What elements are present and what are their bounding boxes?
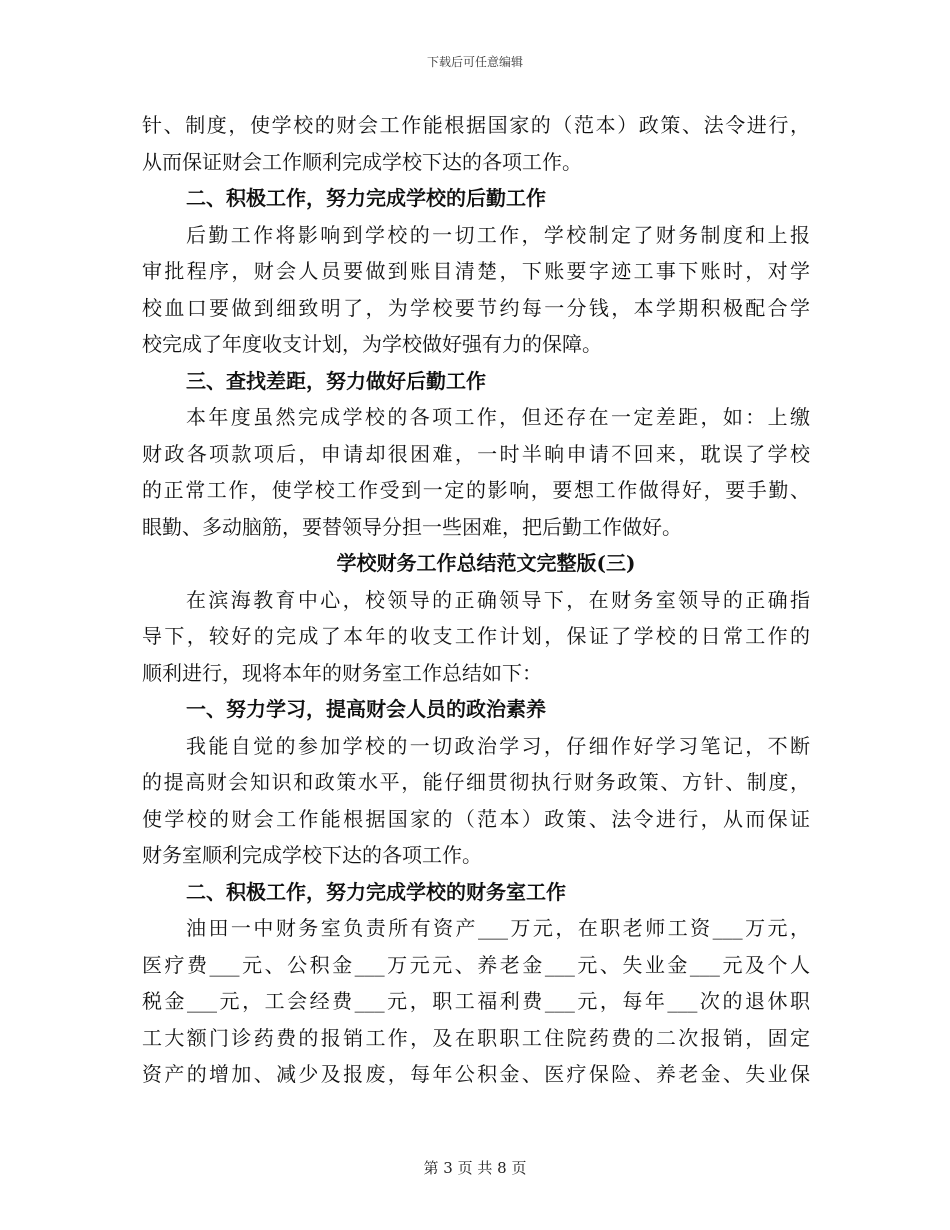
paragraph-line: 财政各项款项后，申请却很困难，一时半晌申请不回来，耽误了学校 (142, 441, 810, 466)
section-heading: 二、积极工作，努力完成学校的财务室工作 (186, 879, 566, 904)
paragraph-line: 针、制度，使学校的财会工作能根据国家的（范本）政策、法令进行， (142, 113, 810, 137)
paragraph-line: 资产的增加、减少及报废，每年公积金、医疗保险、养老金、失业保 (142, 1062, 810, 1086)
document-body (142, 107, 810, 1093)
paragraph-line: 审批程序，财会人员要做到账目清楚，下账要字迹工事下账时，对学 (142, 259, 810, 283)
paragraph-line: 财务室顺利完成学校下达的各项工作。 (142, 843, 482, 867)
paragraph-line: 眼勤、多动脑筋，要替领导分担一些困难，把后勤工作做好。 (142, 514, 682, 539)
paragraph-line: 在滨海教育中心，校领导的正确领导下，在财务室领导的正确指 (186, 587, 810, 612)
paragraph-line: 的提高财会知识和政策水平，能仔细贯彻执行财务政策、方针、制度， (142, 770, 810, 794)
section-heading: 一、努力学习，提高财会人员的政治素养 (186, 697, 546, 721)
section-heading: 二、积极工作，努力完成学校的后勤工作 (186, 186, 546, 210)
paragraph-line: 税金___元，工会经费___元，职工福利费___元，每年___次的退休职 (142, 989, 810, 1013)
paragraph-line: 校完成了年度收支计划，为学校做好强有力的保障。 (142, 332, 602, 356)
paragraph-line: 校血口要做到细致明了，为学校要节约每一分钱，本学期积极配合学 (142, 295, 810, 320)
paragraph-line: 我能自觉的参加学校的一切政治学习，仔细作好学习笔记，不断 (186, 733, 810, 758)
paragraph-line: 的正常工作，使学校工作受到一定的影响，要想工作做得好，要手勤、 (142, 478, 810, 502)
section-heading: 三、查找差距，努力做好后勤工作 (186, 368, 486, 393)
paragraph-line: 工大额门诊药费的报销工作，及在职职工住院药费的二次报销，固定 (142, 1025, 810, 1050)
page-footer: 第 3 页 共 8 页 (423, 1159, 527, 1177)
document-title: 学校财务工作总结范文完整版(三) (336, 551, 636, 575)
paragraph-line: 医疗费___元、公积金___万元元、养老金___元、失业金___元及个人 (142, 952, 810, 977)
paragraph-line: 后勤工作将影响到学校的一切工作，学校制定了财务制度和上报 (186, 222, 810, 247)
paragraph-line: 本年度虽然完成学校的各项工作，但还存在一定差距，如：上缴 (186, 405, 810, 429)
page-header: 下载后可任意编辑 (426, 55, 523, 69)
paragraph-line: 顺利进行，现将本年的财务室工作总结如下： (142, 660, 542, 685)
paragraph-line: 从而保证财会工作顺利完成学校下达的各项工作。 (142, 149, 582, 174)
paragraph-line: 油田一中财务室负责所有资产___万元，在职老师工资___万元， (186, 916, 810, 940)
paragraph-line: 使学校的财会工作能根据国家的（范本）政策、法令进行，从而保证 (142, 806, 810, 831)
paragraph-line: 导下，较好的完成了本年的收支工作计划，保证了学校的日常工作的 (142, 624, 810, 648)
